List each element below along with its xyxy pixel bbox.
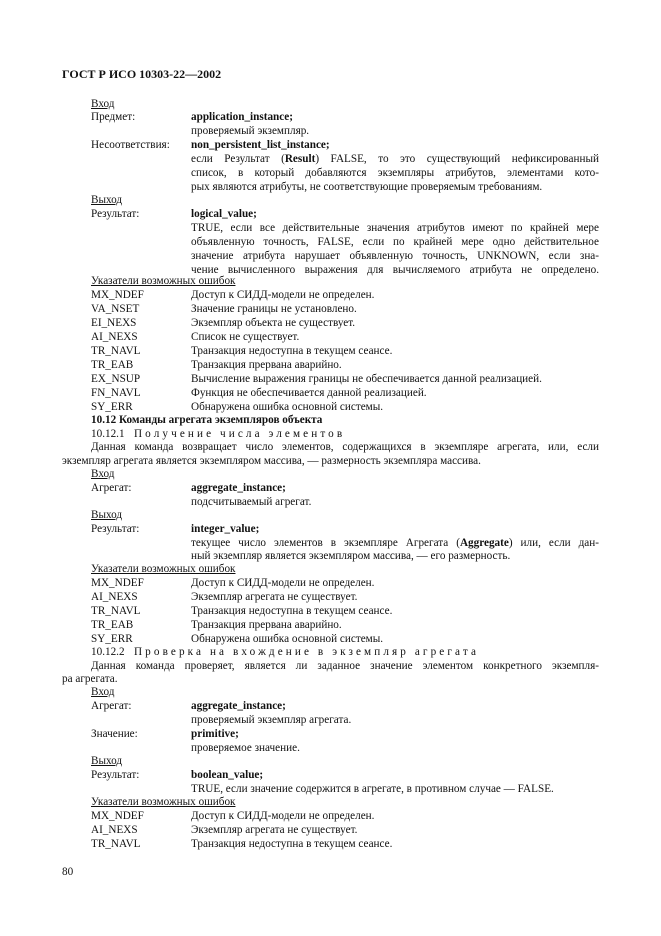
page-header-title: ГОСТ Р ИСО 10303-22—2002	[62, 67, 222, 81]
aggregate-param-name: aggregate_instance;	[191, 700, 286, 712]
error-text: Транзакция прервана аварийно.	[191, 359, 342, 371]
output-label: Выход	[91, 509, 123, 521]
error-text: Вычисление выражения границы не обеспечивается данной реализацией.	[191, 373, 542, 385]
error-code: MX_NDEF	[91, 810, 144, 822]
paragraph-line: Данная команда возвращает число элементов, содержащихся в экземпляре агрегата, или, если	[91, 441, 599, 453]
result-desc-line: объявленную точность, FALSE, если по крайней мере одно действительное	[191, 236, 599, 248]
error-code: TR_EAB	[91, 359, 134, 371]
errors-label: Указатели возможных ошибок	[91, 563, 236, 575]
error-text: Экземпляр агрегата не существует.	[191, 591, 358, 603]
error-text: Экземпляр агрегата не существует.	[191, 824, 358, 836]
error-text: Экземпляр объекта не существует.	[191, 317, 356, 329]
error-text: Доступ к СИДД-модели не определен.	[191, 289, 375, 301]
result-label: Результат:	[91, 208, 140, 220]
error-code: VA_NSET	[91, 303, 140, 315]
aggregate-label: Агрегат:	[91, 482, 132, 494]
mismatch-desc-line: список, в который добавляются экземпляры атрибутов, элементами кото-	[191, 167, 599, 179]
error-text: Транзакция прервана аварийно.	[191, 619, 342, 631]
aggregate-param-desc: подсчитываемый агрегат.	[191, 496, 312, 508]
error-code: AI_NEXS	[91, 824, 138, 836]
mismatch-param-name: non_persistent_list_instance;	[191, 139, 330, 151]
section-heading: 10.12 Команды агрегата экземпляров объекта	[91, 414, 323, 426]
subsection-number: 10.12.1	[91, 428, 125, 440]
subject-label: Предмет:	[91, 111, 136, 123]
error-text: Доступ к СИДД-модели не определен.	[191, 810, 375, 822]
value-param-desc: проверяемое значение.	[191, 742, 300, 754]
result-label: Результат:	[91, 523, 140, 535]
result-desc-line: текущее число элементов в экземпляре Агрегата (Aggregate) или, если дан-	[191, 537, 599, 549]
subsection-title: Получение числа элементов	[134, 428, 346, 440]
output-label: Выход	[91, 755, 123, 767]
subject-param-desc: проверяемый экземпляр.	[191, 125, 310, 137]
mismatch-desc-line: рых являются атрибуты, не соответствующие проверяемым требованиям.	[191, 181, 543, 193]
aggregate-param-name: aggregate_instance;	[191, 482, 286, 494]
error-code: AI_NEXS	[91, 331, 138, 343]
result-desc-line: TRUE, если значение содержится в агрегате, в противном случае — FALSE.	[191, 783, 554, 795]
subsection-number: 10.12.2	[91, 646, 125, 658]
mismatch-desc-line: если Результат (Result) FALSE, то это существующий нефиксированный	[191, 153, 599, 165]
errors-label: Указатели возможных ошибок	[91, 275, 236, 287]
aggregate-param-desc: проверяемый экземпляр агрегата.	[191, 714, 352, 726]
result-desc-line: TRUE, если все действительные значения атрибутов имеют по крайней мере	[191, 222, 599, 234]
error-code: TR_NAVL	[91, 605, 141, 617]
error-code: EI_NEXS	[91, 317, 137, 329]
output-label: Выход	[91, 194, 123, 206]
result-param-name: boolean_value;	[191, 769, 264, 781]
error-code: TR_NAVL	[91, 838, 141, 850]
error-code: FN_NAVL	[91, 387, 141, 399]
error-code: SY_ERR	[91, 633, 133, 645]
result-desc-line: ный экземпляр является экземпляром массива, — его размерность.	[191, 550, 511, 562]
result-desc-line: значение атрибута нарушает объявленную точность, UNKNOWN, если зна-	[191, 250, 599, 262]
paragraph-line: Данная команда проверяет, является ли заданное значение элементом конкретного экземпля-	[91, 660, 599, 672]
input-label: Вход	[91, 686, 115, 698]
result-param-name: logical_value;	[191, 208, 257, 220]
value-param-name: primitive;	[191, 728, 239, 740]
error-text: Доступ к СИДД-модели не определен.	[191, 577, 375, 589]
page-number: 80	[62, 866, 74, 878]
error-text: Значение границы не установлено.	[191, 303, 357, 315]
error-code: AI_NEXS	[91, 591, 138, 603]
error-text: Обнаружена ошибка основной системы.	[191, 633, 384, 645]
errors-label: Указатели возможных ошибок	[91, 796, 236, 808]
subsection-title: Проверка на вхождение в экземпляр агрегата	[134, 646, 480, 658]
error-code: TR_NAVL	[91, 345, 141, 357]
error-text: Функция не обеспечивается данной реализацией.	[191, 387, 427, 399]
result-param-name: integer_value;	[191, 523, 260, 535]
input-label: Вход	[91, 98, 115, 110]
result-label: Результат:	[91, 769, 140, 781]
subject-param-name: application_instance;	[191, 111, 293, 123]
result-desc-line: чение вычисленного выражения для вычисляемого атрибута не определено.	[191, 264, 599, 276]
error-text: Транзакция недоступна в текущем сеансе.	[191, 605, 393, 617]
error-code: MX_NDEF	[91, 577, 144, 589]
input-label: Вход	[91, 468, 115, 480]
error-text: Транзакция недоступна в текущем сеансе.	[191, 838, 393, 850]
aggregate-label: Агрегат:	[91, 700, 132, 712]
mismatch-label: Несоответствия:	[91, 139, 170, 151]
error-code: TR_EAB	[91, 619, 134, 631]
paragraph-line: ра агрегата.	[62, 673, 118, 685]
error-text: Транзакция недоступна в текущем сеансе.	[191, 345, 393, 357]
error-code: EX_NSUP	[91, 373, 141, 385]
error-text: Обнаружена ошибка основной системы.	[191, 401, 384, 413]
paragraph-line: экземпляр агрегата является экземпляром массива, — размерность экземпляра массива.	[62, 455, 481, 467]
error-text: Список не существует.	[191, 331, 300, 343]
error-code: SY_ERR	[91, 401, 133, 413]
error-code: MX_NDEF	[91, 289, 144, 301]
value-label: Значение:	[91, 728, 138, 740]
